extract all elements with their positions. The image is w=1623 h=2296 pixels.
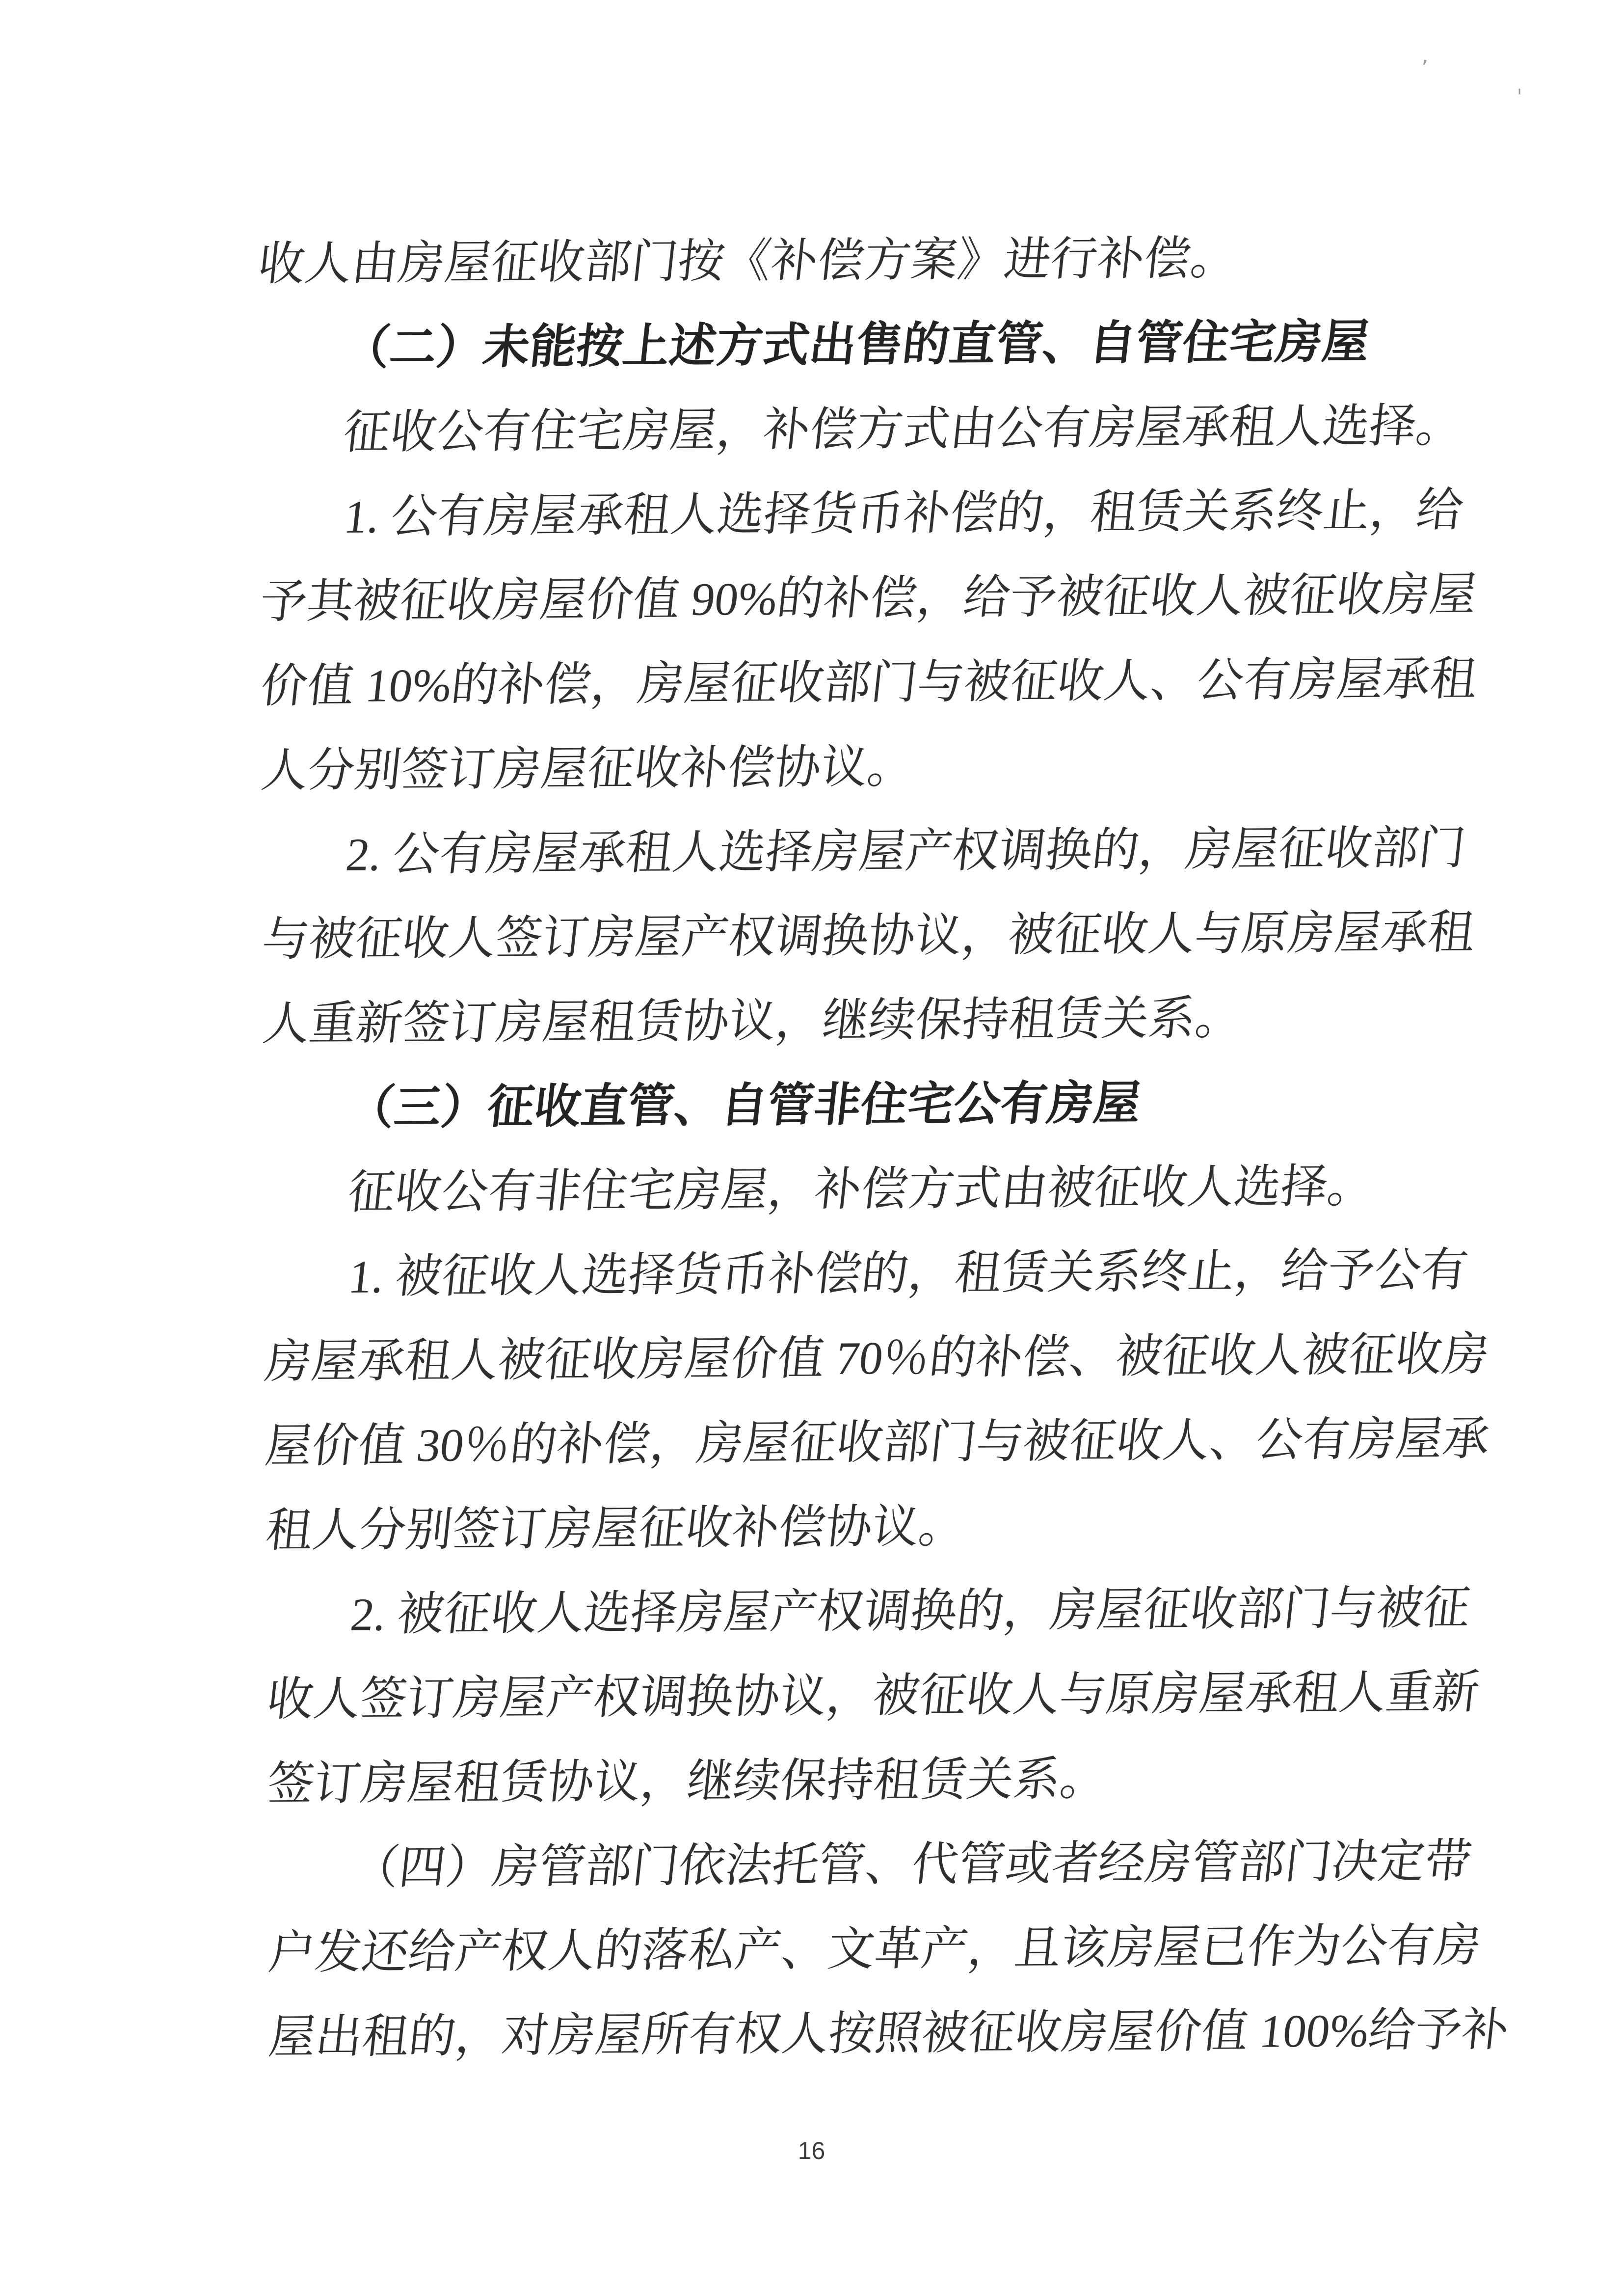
- text-line: 户发还给产权人的落私产、文革产，且该房屋已作为公有房: [266, 1919, 1484, 1979]
- heading-line: （二）未能按上述方式出售的直管、自管住宅房屋: [340, 316, 1372, 374]
- text-line: 1. 被征收人选择货币补偿的，租赁关系终止，给予公有: [346, 1243, 1471, 1303]
- text-line: 2. 公有房屋承租人选择房屋产权调换的，房屋征收部门: [344, 821, 1468, 881]
- document-text-block: [255, 215, 1512, 2080]
- text-line: 价值 10%的补偿，房屋征收部门与被征收人、公有房屋承租: [258, 652, 1480, 712]
- heading-line: （三）征收直管、自管非住宅公有房屋: [345, 1077, 1144, 1134]
- text-line: 签订房屋租赁协议，继续保持租赁关系。: [265, 1753, 1110, 1810]
- text-line: 收人由房屋征收部门按《补偿方案》进行补偿。: [255, 232, 1241, 290]
- text-line: 征收公有住宅房屋，补偿方式由公有房屋承租人选择。: [341, 399, 1466, 459]
- scan-artifact: ˌ: [1517, 72, 1523, 97]
- text-line: 屋价值 30％的补偿，房屋征收部门与被征收人、公有房屋承: [263, 1412, 1492, 1472]
- scan-artifact: ʼ: [1421, 56, 1428, 81]
- text-line: 人重新签订房屋租赁协议，继续保持租赁关系。: [260, 992, 1245, 1050]
- text-line: 予其被征收房屋价值 90%的补偿，给予被征收人被征收房屋: [257, 568, 1480, 628]
- page-number: 16: [798, 2137, 825, 2164]
- text-line: 征收公有非住宅房屋，补偿方式由被征收人选择。: [346, 1160, 1377, 1218]
- text-line: 2. 被征收人选择房屋产权调换的，房屋征收部门与被征: [348, 1581, 1473, 1641]
- text-line: 收人签订房屋产权调换协议，被征收人与原房屋承租人重新: [264, 1666, 1482, 1726]
- text-line: 人分别签订房屋征收补偿协议。: [258, 740, 917, 797]
- text-line: 与被征收人签订房屋产权调换协议，被征收人与原房屋承租: [260, 906, 1478, 966]
- text-line: 房屋承租人被征收房屋价值 70％的补偿、被征收人被征收房: [262, 1328, 1492, 1388]
- text-line: 租人分别签订房屋征收补偿协议。: [263, 1500, 968, 1557]
- text-line: 屋出租的，对房屋所有权人按照被征收房屋价值 100%给予补: [266, 2003, 1512, 2063]
- text-line: （四）房管部门依法托管、代管或者经房管部门决定带: [349, 1835, 1475, 1894]
- text-line: 1. 公有房屋承租人选择货币补偿的，租赁关系终止，给: [341, 484, 1466, 543]
